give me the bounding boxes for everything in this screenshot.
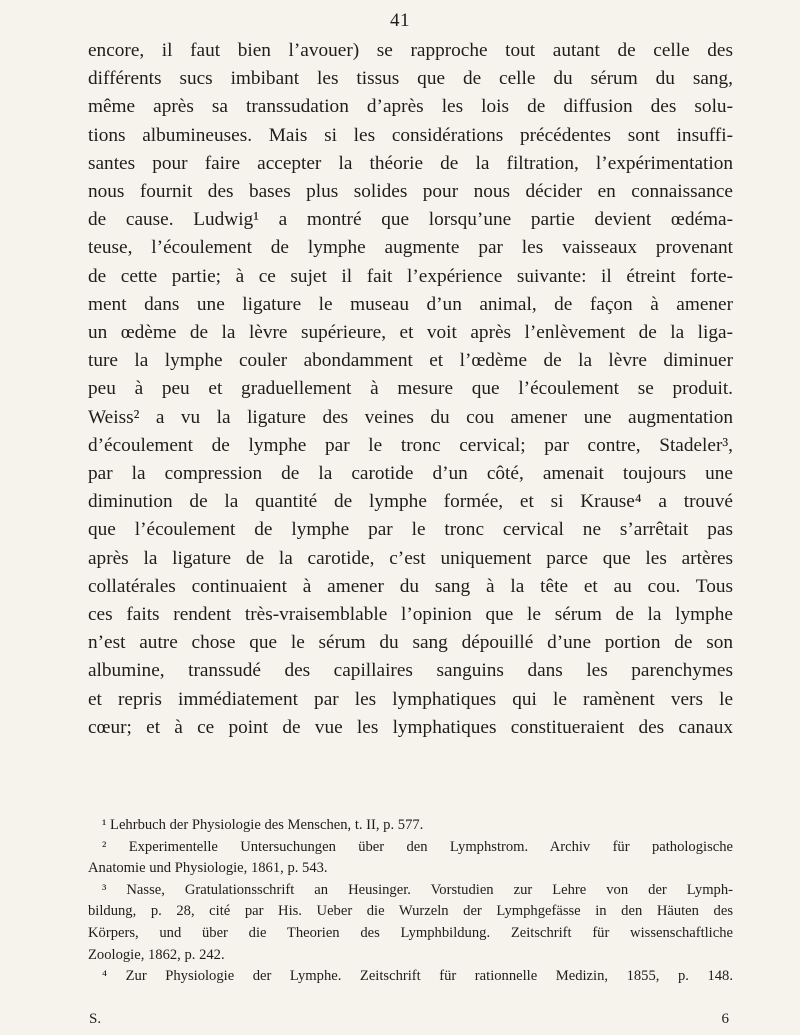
body-line: que l’écoulement de lymphe par le tronc cervical ne s’arrêtait pas	[88, 519, 733, 541]
body-line: de cette partie; à ce sujet il fait l’expérience suivante: il étreint forte-	[88, 265, 733, 287]
body-line: peu à peu et graduellement à mesure que l’écoulement se produit.	[88, 378, 733, 400]
footnotes	[88, 815, 733, 988]
body-line: n’est autre chose que le sérum du sang dépouillé d’une portion de son	[88, 632, 733, 654]
body-line: albumine, transsudé des capillaires sanguins dans les parenchymes	[88, 660, 733, 682]
body-text	[88, 37, 733, 742]
body-line: un œdème de la lèvre supérieure, et voit après l’enlèvement de la liga-	[88, 322, 733, 344]
body-line: d’écoulement de lymphe par le tronc cervical; par contre, Stadeler³,	[88, 434, 733, 456]
body-line: santes pour faire accepter la théorie de la filtration, l’expérimentation	[88, 152, 733, 174]
page-number: 41	[390, 10, 410, 31]
signature-letter: S.	[89, 1011, 102, 1027]
body-line: par la compression de la carotide d’un côté, amenait toujours une	[88, 463, 733, 485]
body-line: diminution de la quantité de lymphe formée, et si Krause⁴ a trouvé	[88, 491, 733, 513]
body-line: différents sucs imbibant les tissus que de celle du sérum du sang,	[88, 68, 733, 90]
footnote-4: ⁴ Zur Physiologie der Lymphe. Zeitschrift für rationnelle Medizin, 1855, p. 148.	[102, 968, 733, 985]
body-line: encore, il faut bien l’avouer) se rapproche tout autant de celle des	[88, 40, 733, 61]
body-line: ment dans une ligature le museau d’un animal, de façon à amener	[88, 293, 733, 315]
footnote-3-continuation: bildung, p. 28, cité par His. Ueber die Wurzeln der Lymphgefässe in den Häuten des	[88, 903, 733, 920]
footnote-2-continuation: Anatomie und Physiologie, 1861, p. 543.	[88, 860, 328, 877]
body-line: ture la lymphe couler abondamment et l’œdème de la lèvre diminuer	[88, 350, 733, 372]
body-line: de cause. Ludwig¹ a montré que lorsqu’une partie devient œdéma-	[88, 209, 733, 231]
body-line: nous fournit des bases plus solides pour nous décider en connaissance	[88, 181, 733, 203]
body-line: tions albumineuses. Mais si les considérations précédentes sont insuffi-	[88, 124, 733, 146]
body-line: Weiss² a vu la ligature des veines du cou amener une augmentation	[88, 406, 733, 428]
footnote-1: ¹ Lehrbuch der Physiologie des Menschen, t. II, p. 577.	[102, 817, 424, 833]
footnote-3-continuation: Zoologie, 1862, p. 242.	[88, 946, 225, 963]
body-line: ces faits rendent très-vraisemblable l’opinion que le sérum de la lymphe	[88, 604, 733, 626]
footnote-3: ³ Nasse, Gratulationsschrift an Heusinger. Vorstudien zur Lehre von der Lymph-	[102, 881, 733, 898]
body-line: teuse, l’écoulement de lymphe augmente par les vaisseaux provenant	[88, 237, 733, 259]
signature-number: 6	[721, 1011, 729, 1027]
footnote-2: ² Experimentelle Untersuchungen über den Lymphstrom. Archiv für pathologische	[102, 838, 733, 855]
body-line: cœur; et à ce point de vue les lymphatiques constitueraient des canaux	[88, 716, 733, 738]
body-line: après la ligature de la carotide, c’est uniquement parce que les artères	[88, 547, 733, 569]
footnote-3-continuation: Körpers, und über die Theorien des Lymphbildung. Zeitschrift für wissenschaftliche	[88, 924, 733, 941]
body-line: collatérales continuaient à amener du sang à la tête et au cou. Tous	[88, 575, 733, 597]
body-line: même après sa transsudation d’après les lois de diffusion des solu-	[88, 96, 733, 118]
body-line: et repris immédiatement par les lymphatiques qui le ramènent vers le	[88, 688, 733, 710]
